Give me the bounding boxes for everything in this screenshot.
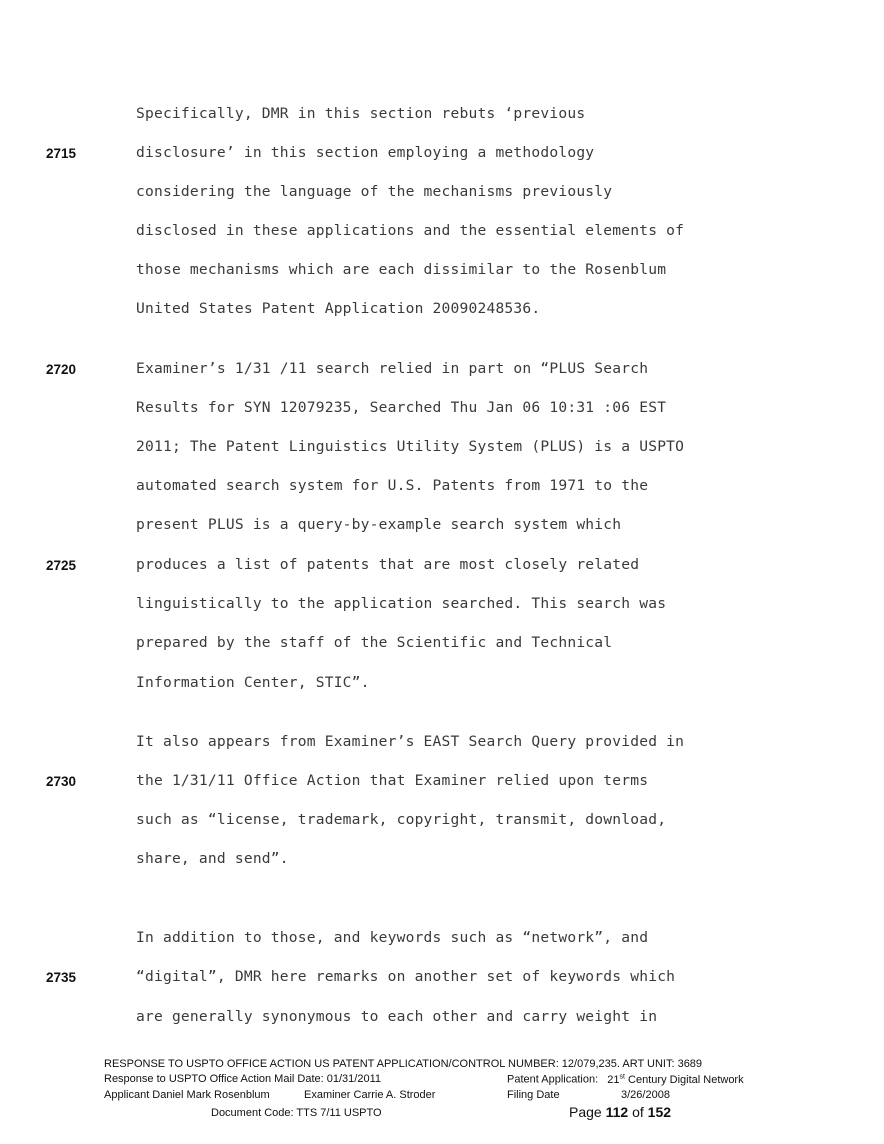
body-line: the 1/31/11 Office Action that Examiner relied upon terms [136,772,649,789]
body-line: “digital”, DMR here remarks on another set of keywords which [136,968,676,985]
body-line: share, and send”. [136,850,289,867]
body-line: produces a list of patents that are most closely related [136,556,640,573]
body-line: Results for SYN 12079235, Searched Thu Jan 06 10:31 :06 EST [136,399,667,416]
line-number: 2715 [46,146,77,161]
page-number [569,1104,671,1120]
footer-examiner: Examiner Carrie A. Stroder [304,1089,436,1101]
body-line: Specifically, DMR in this section rebuts ‘previous [136,105,586,122]
page-label: Page [569,1104,602,1120]
line-number: 2725 [46,558,77,573]
line-number: 2720 [46,362,77,377]
body-line: prepared by the staff of the Scientific and Technical [136,634,613,651]
footer-mail-date: Response to USPTO Office Action Mail Date: 01/31/2011 [104,1073,381,1085]
footer-document-code: Document Code: TTS 7/11 USPTO [211,1107,382,1119]
patent-application-number: 21 [607,1073,620,1086]
page-total: 152 [647,1104,672,1120]
body-line: It also appears from Examiner’s EAST Search Query provided in [136,733,685,750]
footer-response-line: RESPONSE TO USPTO OFFICE ACTION US PATENT APPLICATION/CONTROL NUMBER: 12/079,235. ART UNIT: 3689 [104,1058,703,1070]
body-line: United States Patent Application 20090248536. [136,300,541,317]
body-line: disclosed in these applications and the essential elements of [136,222,685,239]
body-line: linguistically to the application searched. This search was [136,595,667,612]
patent-application-ordinal: st [619,1073,625,1080]
footer-filing-label: Filing Date [507,1089,560,1101]
page-current: 112 [605,1104,629,1120]
line-number: 2735 [46,970,77,985]
body-line: disclosure’ in this section employing a methodology [136,144,595,161]
body-line: automated search system for U.S. Patents from 1971 to the [136,477,649,494]
body-line: present PLUS is a query-by-example search system which [136,516,622,533]
patent-application-name: Century Digital Network [625,1073,744,1086]
patent-application-label: Patent Application: [507,1073,599,1086]
body-line: Examiner’s 1/31 /11 search relied in part on “PLUS Search [136,360,649,377]
page-of: of [632,1104,644,1120]
body-line: such as “license, trademark, copyright, transmit, download, [136,811,667,828]
body-line: 2011; The Patent Linguistics Utility System (PLUS) is a USPTO [136,438,685,455]
body-line: In addition to those, and keywords such as “network”, and [136,929,649,946]
body-line: are generally synonymous to each other and carry weight in [136,1008,658,1025]
footer-patent-application [507,1073,744,1086]
body-line: Information Center, STIC”. [136,674,370,691]
patent-application-title [607,1074,743,1086]
body-line: those mechanisms which are each dissimilar to the Rosenblum [136,261,667,278]
footer-filing-date: 3/26/2008 [621,1089,670,1101]
footer-applicant: Applicant Daniel Mark Rosenblum [104,1089,270,1101]
body-line: considering the language of the mechanisms previously [136,183,613,200]
line-number: 2730 [46,774,77,789]
